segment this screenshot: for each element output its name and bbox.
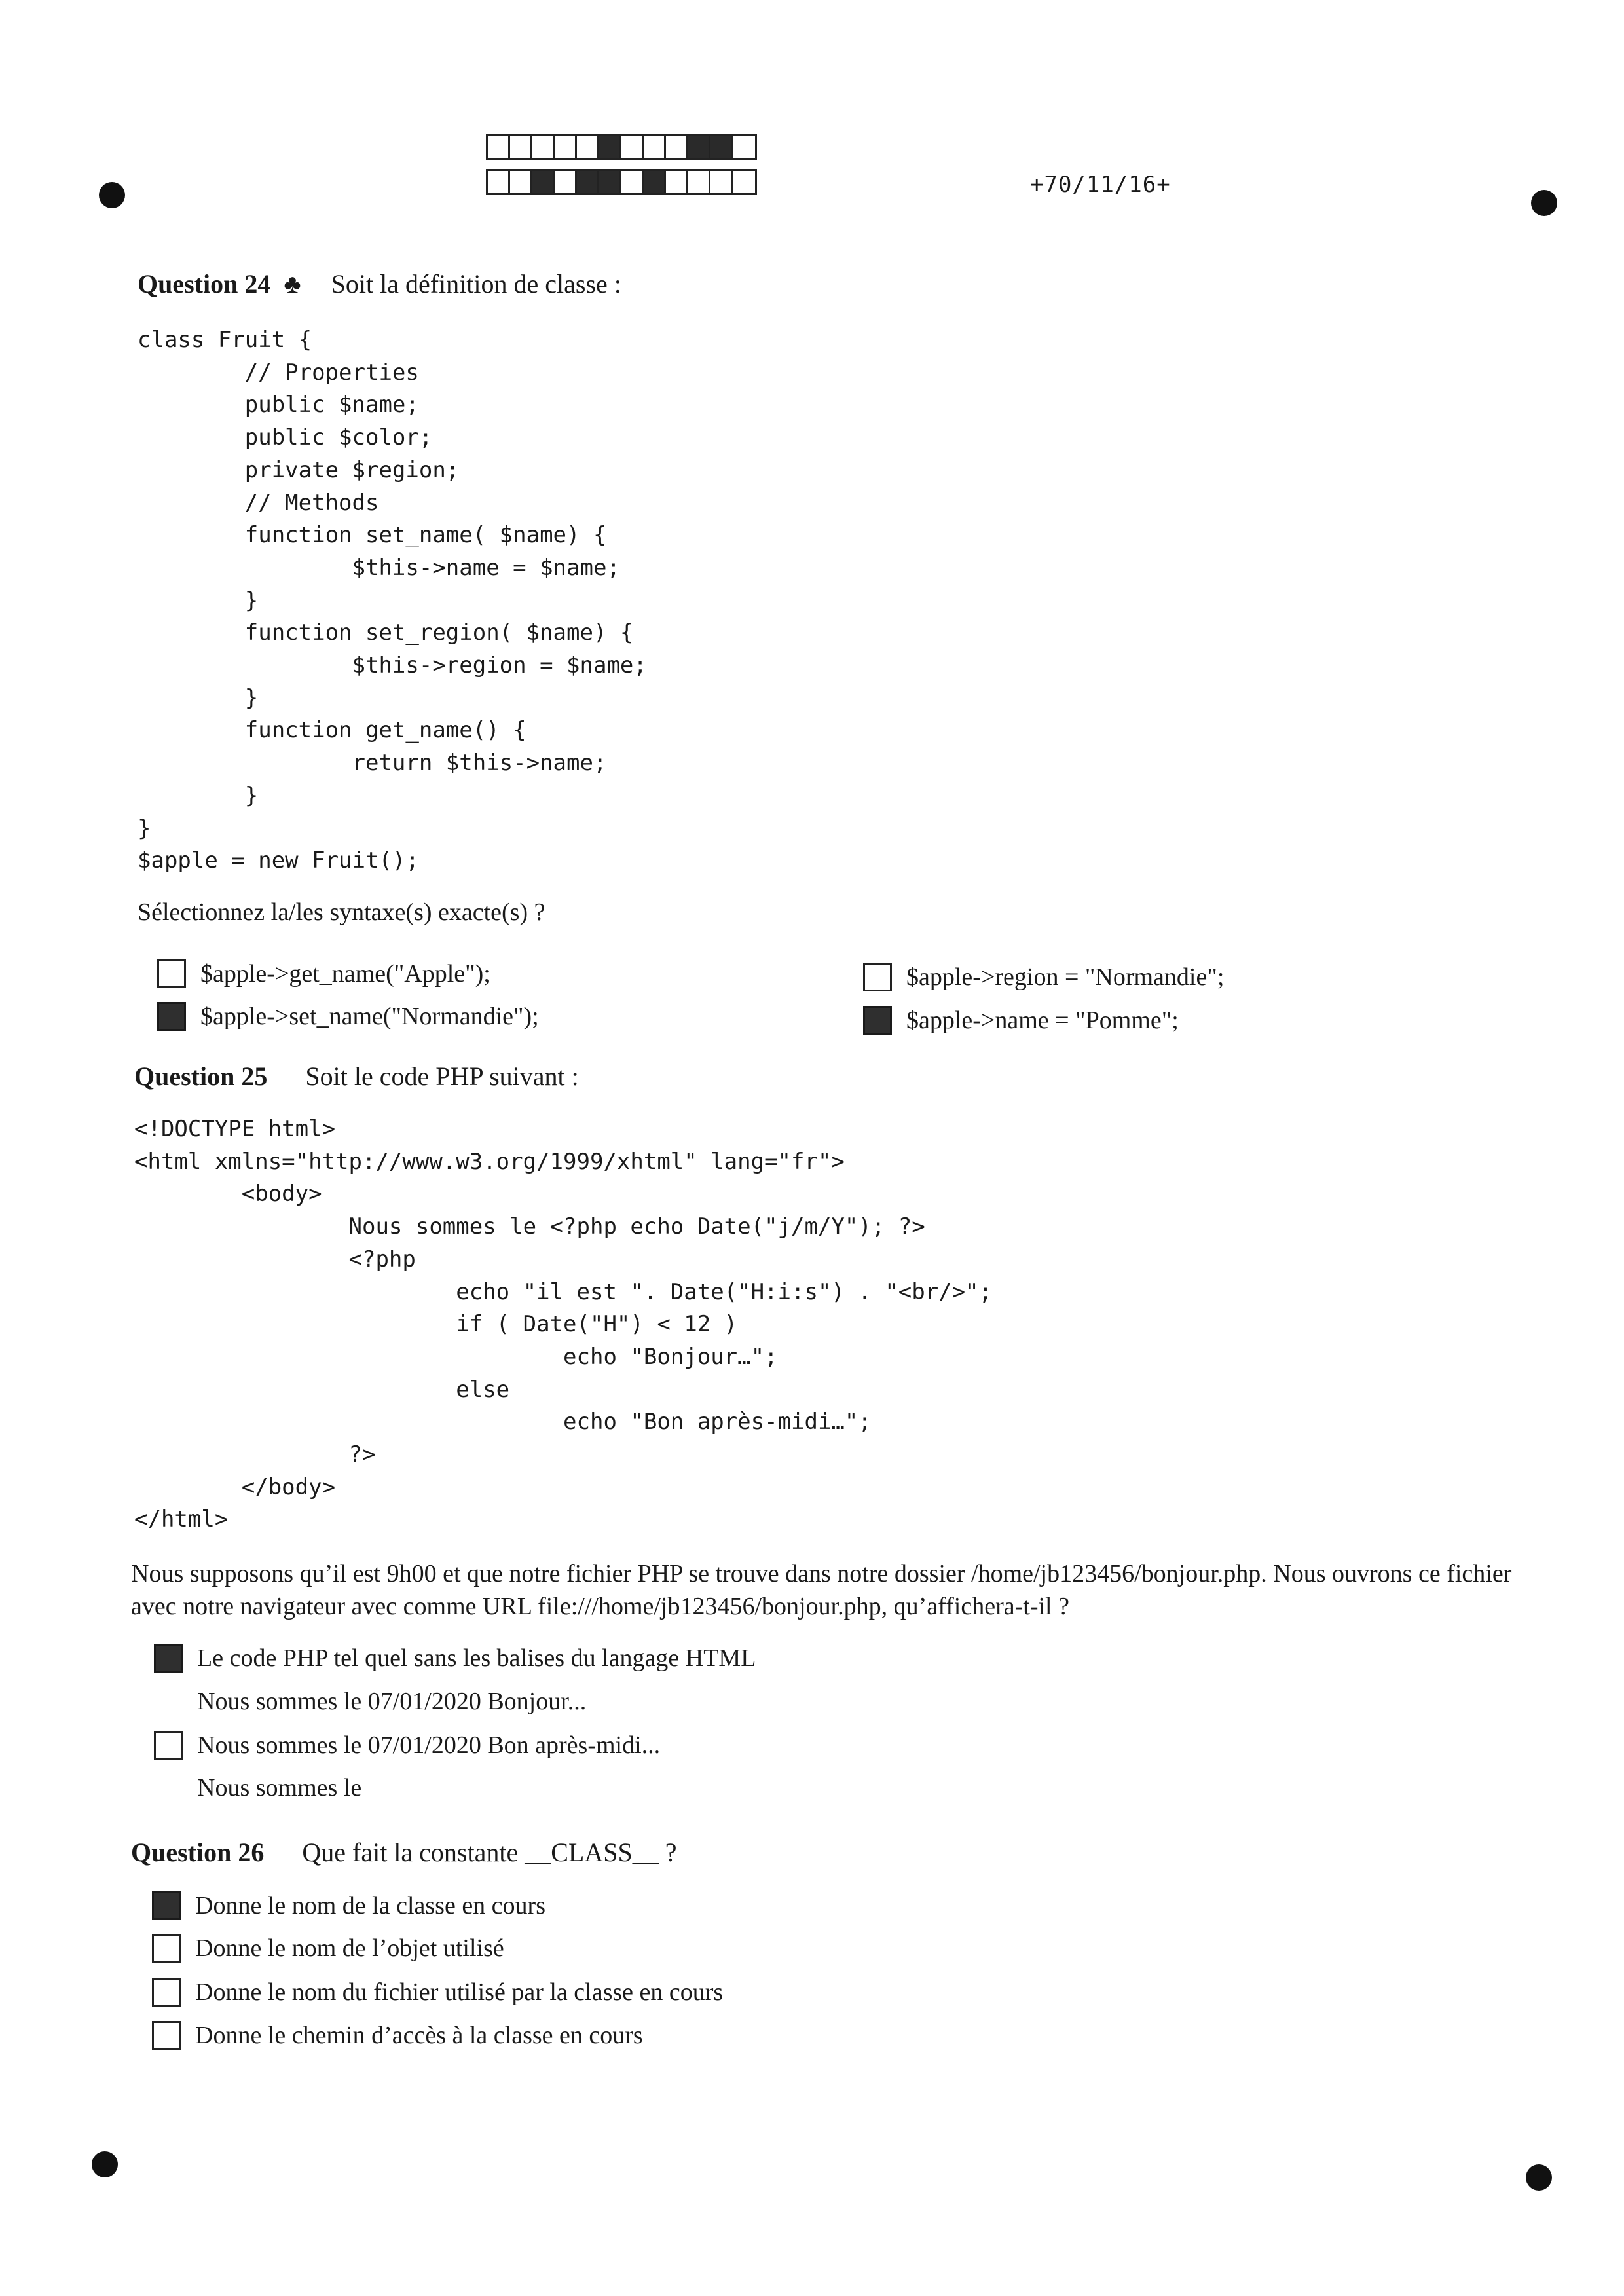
question-25-code: <!DOCTYPE html> <html xmlns="http://www.w3.org/1999/xhtml" lang="fr"> <body> Nous sommes le <?php echo Date("j/m/Y"); ?> <?php echo "il est ". Date("H:i:s") . "<br/>"; if ( Date("H") < 12 ) echo "Bonjour…"; else echo "Bon après-midi…"; ?> </body> </html> bbox=[134, 1116, 993, 1533]
question-24-label: Question 24 bbox=[138, 269, 271, 299]
barcode-bottom-cell bbox=[688, 171, 710, 193]
question-25-prompt: Soit le code PHP suivant : bbox=[305, 1062, 579, 1091]
q26-answer-4[interactable] bbox=[152, 2021, 643, 2050]
q24-checkbox-1[interactable] bbox=[157, 959, 186, 988]
barcode-bottom-cell bbox=[710, 171, 733, 193]
barcode-bottom-cell bbox=[577, 171, 599, 193]
q25-answer-4-text: Nous sommes le bbox=[197, 1774, 362, 1802]
barcode-top-cell bbox=[710, 136, 733, 158]
q24-answer-1[interactable] bbox=[157, 959, 490, 988]
barcode-top-cell bbox=[666, 136, 688, 158]
q24-answer-3-text: $apple->region = "Normandie"; bbox=[906, 963, 1225, 991]
q26-checkbox-4[interactable] bbox=[152, 2021, 181, 2050]
q26-checkbox-3[interactable] bbox=[152, 1978, 181, 2007]
barcode-top-cell bbox=[599, 136, 621, 158]
barcode-bottom-cell bbox=[621, 171, 644, 193]
registration-mark-bottom-left bbox=[92, 2151, 118, 2177]
question-26-prompt: Que fait la constante __CLASS__ ? bbox=[302, 1838, 677, 1867]
registration-mark-top-right bbox=[1531, 190, 1557, 216]
q25-checkbox-2[interactable] bbox=[154, 1687, 183, 1716]
q24-answer-2[interactable] bbox=[157, 1002, 539, 1031]
barcode-bottom-cell bbox=[599, 171, 621, 193]
q25-answer-3[interactable] bbox=[154, 1731, 660, 1760]
question-25-paragraph: Nous supposons qu’il est 9h00 et que notre fichier PHP se trouve dans notre dossier /home/jb123456/bonjour.php. Nous ouvrons ce fichier avec notre navigateur avec comme URL file:///home/jb123456/bonjour.php, qu’affichera-t-il ? bbox=[131, 1560, 1512, 1620]
q25-answer-3-text: Nous sommes le 07/01/2020 Bon après-midi... bbox=[197, 1731, 661, 1759]
q24-answer-3[interactable] bbox=[863, 963, 1224, 991]
q25-answer-1[interactable] bbox=[154, 1644, 756, 1673]
q25-answer-2[interactable] bbox=[154, 1687, 586, 1716]
barcode-top bbox=[486, 134, 757, 160]
q25-answer-2-text: Nous sommes le 07/01/2020 Bonjour... bbox=[197, 1688, 587, 1715]
q24-answer-2-text: $apple->set_name("Normandie"); bbox=[200, 1003, 539, 1030]
barcode-bottom-cell bbox=[555, 171, 577, 193]
q26-answer-2[interactable] bbox=[152, 1934, 504, 1963]
q25-answer-1-text: Le code PHP tel quel sans les balises du langage HTML bbox=[197, 1644, 756, 1672]
q26-answer-2-text: Donne le nom de l’objet utilisé bbox=[195, 1935, 504, 1962]
q25-checkbox-1[interactable] bbox=[154, 1644, 183, 1673]
barcode-top-cell bbox=[555, 136, 577, 158]
registration-mark-bottom-right bbox=[1526, 2164, 1552, 2191]
q24-answer-4[interactable] bbox=[863, 1006, 1179, 1035]
barcode-top-cell bbox=[488, 136, 510, 158]
q24-answer-1-text: $apple->get_name("Apple"); bbox=[200, 960, 490, 988]
question-24-prompt: Soit la définition de classe : bbox=[331, 269, 621, 299]
question-26-label: Question 26 bbox=[131, 1838, 265, 1867]
q26-checkbox-2[interactable] bbox=[152, 1934, 181, 1963]
q24-checkbox-3[interactable] bbox=[863, 963, 892, 991]
q25-checkbox-4[interactable] bbox=[154, 1773, 183, 1802]
q26-checkbox-1[interactable] bbox=[152, 1891, 181, 1920]
q24-checkbox-4[interactable] bbox=[863, 1006, 892, 1035]
question-25-label: Question 25 bbox=[134, 1062, 268, 1091]
q26-answer-1-text: Donne le nom de la classe en cours bbox=[195, 1892, 545, 1919]
question-24-instruction: Sélectionnez la/les syntaxe(s) exacte(s) ? bbox=[138, 898, 545, 926]
question-25-header bbox=[134, 1061, 579, 1092]
q24-answer-4-text: $apple->name = "Pomme"; bbox=[906, 1007, 1179, 1034]
barcode-bottom-cell bbox=[666, 171, 688, 193]
q24-checkbox-2[interactable] bbox=[157, 1002, 186, 1031]
q25-checkbox-3[interactable] bbox=[154, 1731, 183, 1760]
question-24-header bbox=[138, 268, 621, 299]
barcode-bottom-cell bbox=[644, 171, 666, 193]
q26-answer-1[interactable] bbox=[152, 1891, 545, 1920]
barcode-top-cell bbox=[644, 136, 666, 158]
barcode-top-cell bbox=[532, 136, 555, 158]
registration-mark-top-left bbox=[99, 182, 125, 208]
barcode-top-cell bbox=[621, 136, 644, 158]
barcode-bottom-cell bbox=[488, 171, 510, 193]
question-24-code: class Fruit { // Properties public $name; public $color; private $region; // Methods function set_name( $name) { $this->name = $name; } function set_region( $name) { $this->region = $name; } function get_name() { return $this->name; } } $apple = new Fruit(); bbox=[138, 327, 647, 874]
barcode-bottom-cell bbox=[733, 171, 755, 193]
q26-answer-3-text: Donne le nom du fichier utilisé par la classe en cours bbox=[195, 1978, 724, 2006]
q26-answer-3[interactable] bbox=[152, 1978, 723, 2007]
barcode-top-cell bbox=[688, 136, 710, 158]
barcode-bottom-cell bbox=[532, 171, 555, 193]
question-26-header bbox=[131, 1837, 676, 1868]
barcode-top-cell bbox=[733, 136, 755, 158]
q26-answer-4-text: Donne le chemin d’accès à la classe en cours bbox=[195, 2022, 643, 2049]
page-id: +70/11/16+ bbox=[1030, 172, 1171, 198]
barcode-top-cell bbox=[577, 136, 599, 158]
barcode-top-cell bbox=[510, 136, 532, 158]
club-icon: ♣ bbox=[284, 269, 301, 299]
barcode-bottom-cell bbox=[510, 171, 532, 193]
barcode-bottom bbox=[486, 169, 757, 195]
q25-answer-4[interactable] bbox=[154, 1773, 361, 1802]
